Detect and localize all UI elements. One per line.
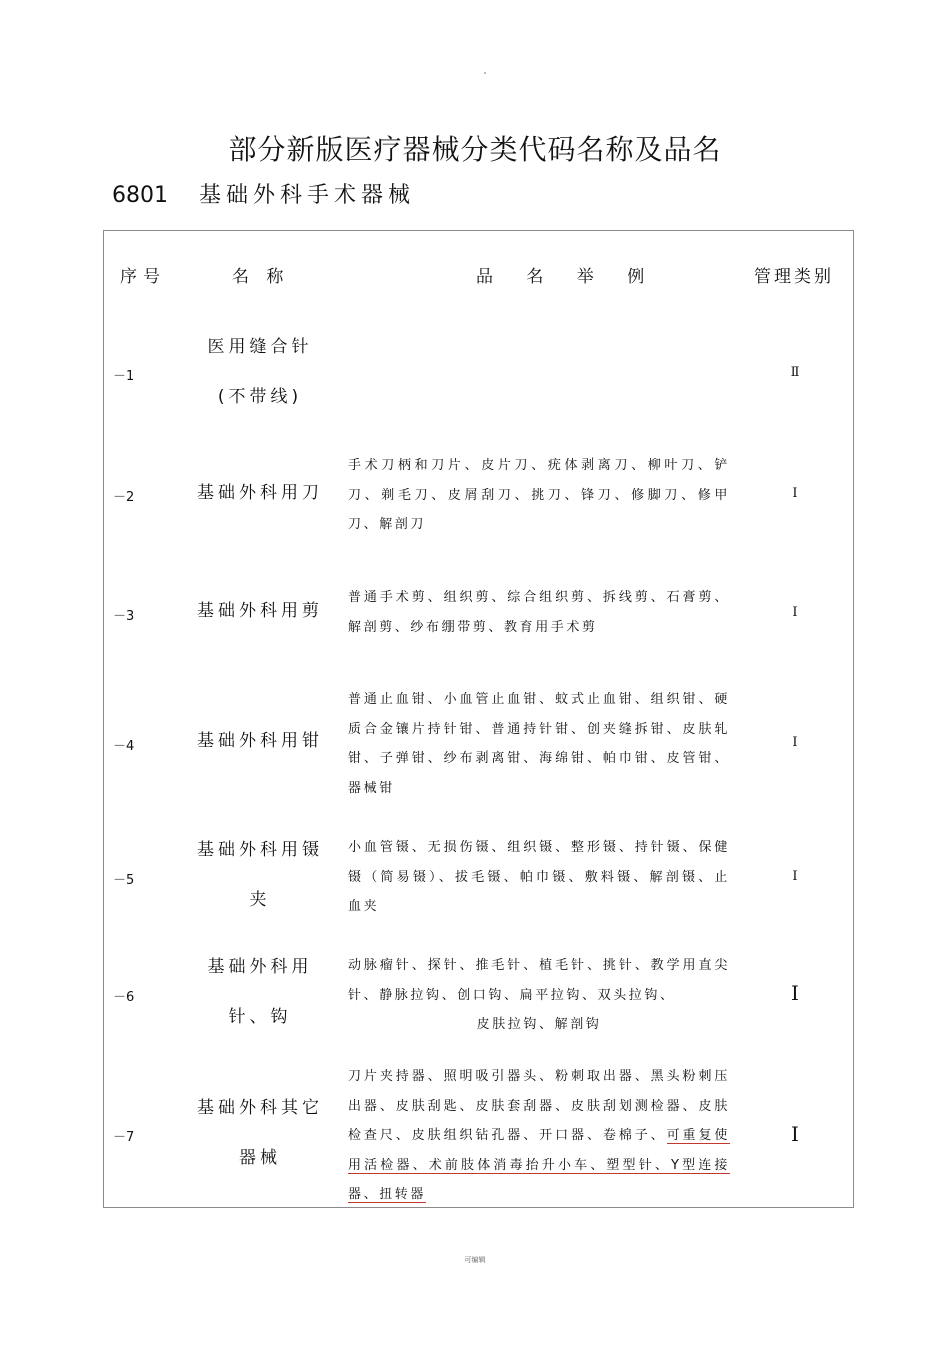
row-5-examples: 小血管镊、无损伤镊、组织镊、整形镊、持针镊、保健镊（简易镊）、拔毛镊、帕巾镊、敷料镊、解剖镊、止血夹: [348, 840, 730, 914]
row-3-name: 基础外科用剪: [197, 601, 323, 621]
row-7-examples-underlined: 可重复使用活检器、术前肢体消毒抬升小车、塑型针、Y型连接器、扭转器: [348, 1128, 730, 1202]
row-5-class: Ⅰ: [792, 869, 798, 884]
scan-speck: [484, 72, 486, 74]
row-4-no: －4: [113, 739, 135, 754]
row-7-no: －7: [113, 1130, 135, 1145]
row-1-name-line-2: (不带线): [217, 387, 303, 407]
row-1-class: Ⅱ: [790, 365, 800, 380]
row-7-name: [170, 1083, 350, 1183]
row-7-class: Ⅰ: [791, 1122, 799, 1146]
row-6-examples-tail: 皮肤拉钩、解剖钩: [476, 1017, 602, 1032]
row-5-no: －5: [113, 873, 135, 888]
row-6-examples: [348, 951, 730, 1040]
row-1-no: －1: [113, 369, 135, 384]
row-4-class: Ⅰ: [792, 735, 798, 750]
row-4-name: 基础外科用钳: [197, 731, 323, 751]
row-1-name-line-1: 医用缝合针: [207, 337, 313, 357]
row-7-examples-main: 刀片夹持器、照明吸引器头、粉刺取出器、黑头粉刺压出器、皮肤刮匙、皮肤套刮器、皮肤刮划测检器、皮肤检查尺、皮肤组织钻孔器、开口器、卷棉子、: [348, 1069, 730, 1143]
row-4-examples: 普通止血钳、小血管止血钳、蚊式止血钳、组织钳、硬质合金镶片持针钳、普通持针钳、创夹缝拆钳、皮肤轧钳、子弹钳、纱布剥离钳、海绵钳、帕巾钳、皮管钳、器械钳: [348, 692, 730, 796]
row-6-no: －6: [113, 990, 135, 1005]
row-5-name: [170, 825, 350, 925]
header-examples: 品 名 举 例: [476, 267, 659, 287]
page-footer: 可编辑: [464, 1256, 486, 1264]
row-6-name-line-1: 基础外科用: [207, 957, 313, 977]
section-name: 基础外科手术器械: [199, 183, 416, 208]
row-2-name: 基础外科用刀: [197, 483, 323, 503]
row-1-name: [170, 322, 350, 422]
row-6-name-line-2: 针、钩: [228, 1007, 292, 1027]
row-6-class: Ⅰ: [791, 981, 799, 1005]
header-name: 名 称: [232, 267, 290, 287]
section-code: 6801: [112, 183, 168, 208]
header-no: 序号: [120, 267, 166, 287]
row-3-examples: 普通手术剪、组织剪、综合组织剪、拆线剪、石膏剪、解剖剪、纱布绷带剪、教育用手术剪: [348, 590, 730, 635]
row-3-no: －3: [113, 609, 135, 624]
section-heading: [112, 178, 415, 209]
row-2-no: －2: [113, 490, 135, 505]
row-6-examples-main: 动脉瘤针、探针、推毛针、植毛针、挑针、教学用直尖针、静脉拉钩、创口钩、扁平拉钩、双头拉钩、: [348, 958, 730, 1003]
row-7-name-line-2: 器械: [239, 1148, 281, 1168]
row-2-examples: 手术刀柄和刀片、皮片刀、疣体剥离刀、柳叶刀、铲刀、剃毛刀、皮屑刮刀、挑刀、锋刀、修脚刀、修甲刀、解剖刀: [348, 458, 730, 532]
row-3-class: Ⅰ: [792, 605, 798, 620]
row-7-examples: [348, 1062, 730, 1210]
row-5-name-line-2: 夹: [249, 890, 271, 910]
row-5-name-line-1: 基础外科用镊: [197, 840, 323, 860]
page-title: 部分新版医疗器械分类代码名称及品名: [228, 133, 722, 166]
row-7-name-line-1: 基础外科其它: [197, 1098, 323, 1118]
row-2-class: Ⅰ: [792, 486, 798, 501]
row-6-name: [170, 942, 350, 1042]
header-class: 管理类别: [754, 267, 834, 287]
